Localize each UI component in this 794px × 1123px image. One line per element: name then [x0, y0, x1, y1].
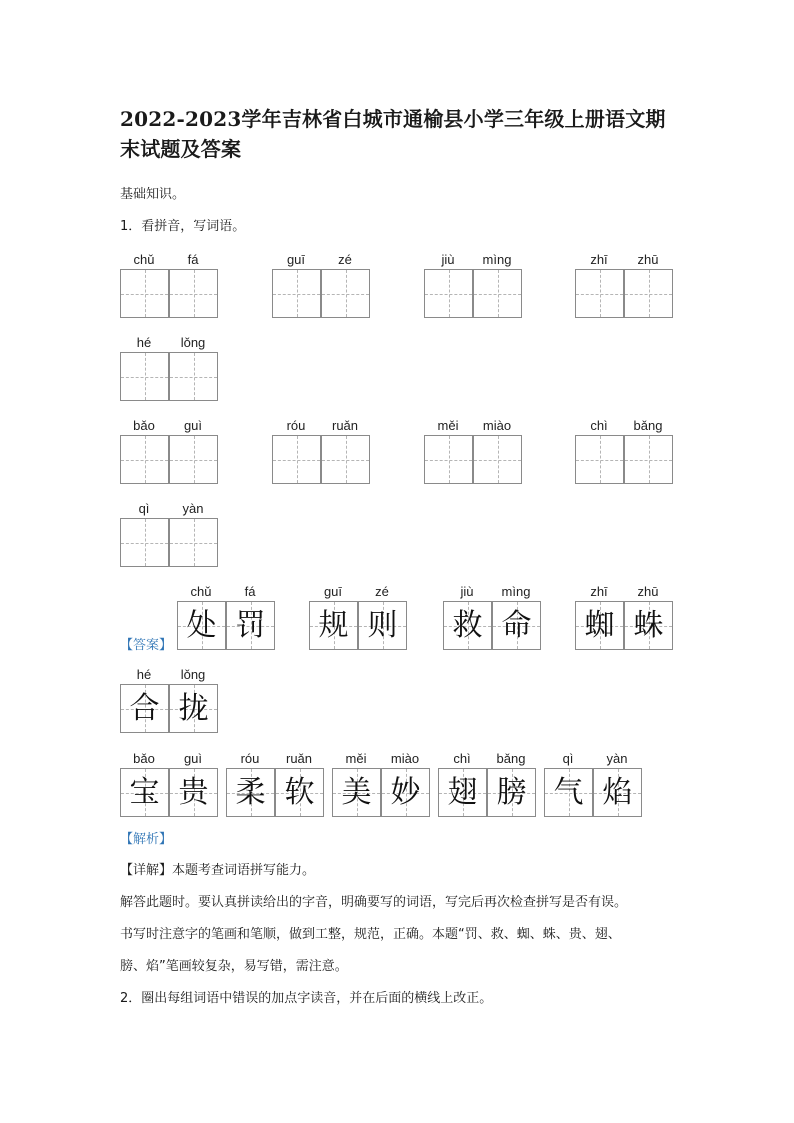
pinyin-label: ruǎn: [331, 418, 359, 433]
answer-character: 救: [452, 608, 483, 643]
answer-character: 膀: [496, 775, 527, 810]
document-title: 2022-2023学年吉林省白城市通榆县小学三年级上册语文期末试题及答案: [120, 107, 666, 161]
analysis-line: 膀、焰”笔画较复杂，易写错，需注意。: [120, 959, 348, 974]
answer-character: 气: [553, 775, 584, 810]
pinyin-label: guī: [323, 584, 343, 599]
analysis-detail: [120, 862, 315, 880]
tianzige-box: [443, 601, 492, 650]
answer-character: 规: [318, 608, 349, 643]
pinyin-label: guì: [183, 418, 203, 433]
answer-character: 拢: [178, 691, 209, 726]
tianzige-box[interactable]: [424, 435, 473, 484]
pinyin-label: yàn: [606, 751, 628, 766]
answer-character: 焰: [602, 775, 633, 810]
word-grid: [120, 335, 218, 401]
answer-character: 柔: [235, 775, 266, 810]
pinyin-label: qì: [562, 751, 574, 766]
question-2-prompt: 2．圈出每组词语中错误的加点字读音，并在后面的横线上改正。: [120, 991, 493, 1006]
pinyin-label: jiù: [460, 584, 474, 599]
detail-text: 本题考查词语拼写能力。: [172, 863, 316, 878]
section-heading: 基础知识。: [120, 187, 186, 202]
tianzige-box[interactable]: [624, 435, 673, 484]
analysis-line: 解答此题时。要认真拼读给出的字音，明确要写的词语，写完后再次检查拼写是否有误。: [120, 895, 628, 910]
word-grid: [272, 252, 370, 318]
word-grid: [120, 751, 218, 817]
tianzige-box: [177, 601, 226, 650]
pinyin-label: qì: [138, 501, 150, 516]
tianzige-box: [169, 684, 218, 733]
tianzige-box: [358, 601, 407, 650]
answer-character: 处: [186, 608, 217, 643]
tianzige-box: [275, 768, 324, 817]
pinyin-label: yàn: [182, 501, 204, 516]
analysis-line: 书写时注意字的笔画和笔顺，做到工整，规范，正确。本题“罚、救、蜘、蛛、贵、翅、: [120, 927, 621, 942]
tianzige-box: [487, 768, 536, 817]
pinyin-label: guī: [286, 252, 306, 267]
tianzige-box[interactable]: [120, 269, 169, 318]
pinyin-label: hé: [136, 335, 152, 350]
word-grid: [544, 751, 642, 817]
tianzige-box: [226, 768, 275, 817]
tianzige-box[interactable]: [120, 435, 169, 484]
tianzige-box[interactable]: [473, 435, 522, 484]
answer-character: 命: [501, 608, 532, 643]
pinyin-label: róu: [286, 418, 306, 433]
word-grid: [575, 584, 673, 650]
answer-character: 蜘: [584, 608, 615, 643]
pinyin-label: zé: [375, 584, 389, 599]
pinyin-label: měi: [437, 418, 459, 433]
word-grid: [438, 751, 536, 817]
pinyin-label: lǒng: [180, 667, 206, 682]
word-grid: [120, 501, 218, 567]
tianzige-box[interactable]: [624, 269, 673, 318]
answer-character: 妙: [390, 775, 421, 810]
pinyin-label: ruǎn: [285, 751, 313, 766]
tianzige-box: [332, 768, 381, 817]
pinyin-label: miào: [390, 751, 420, 766]
tianzige-box: [309, 601, 358, 650]
pinyin-label: zhū: [637, 584, 659, 599]
word-grid: [424, 252, 522, 318]
pinyin-label: bǎo: [133, 751, 155, 766]
tianzige-box: [544, 768, 593, 817]
tianzige-box[interactable]: [575, 435, 624, 484]
pinyin-label: róu: [240, 751, 260, 766]
answer-character: 罚: [235, 608, 266, 643]
pinyin-label: bǎng: [496, 751, 526, 766]
answer-character: 宝: [129, 775, 160, 810]
pinyin-label: zé: [338, 252, 352, 267]
word-grid: [309, 584, 407, 650]
tianzige-box[interactable]: [120, 352, 169, 401]
tianzige-box[interactable]: [169, 352, 218, 401]
pinyin-label: zhū: [637, 252, 659, 267]
pinyin-label: zhī: [590, 252, 608, 267]
tianzige-box[interactable]: [169, 518, 218, 567]
pinyin-label: hé: [136, 667, 152, 682]
word-grid: [272, 418, 370, 484]
pinyin-label: guì: [183, 751, 203, 766]
word-grid: [575, 252, 673, 318]
answer-character: 则: [367, 608, 398, 643]
word-grid: [177, 584, 275, 650]
pinyin-label: bǎng: [633, 418, 663, 433]
word-grid: [424, 418, 522, 484]
pinyin-label: lǒng: [180, 335, 206, 350]
tianzige-box[interactable]: [575, 269, 624, 318]
tianzige-box: [593, 768, 642, 817]
answer-character: 贵: [178, 775, 209, 810]
word-grid: [575, 418, 673, 484]
pinyin-label: zhī: [590, 584, 608, 599]
analysis-label: 【解析】: [120, 832, 173, 847]
pinyin-label: fá: [244, 584, 256, 599]
pinyin-label: mìng: [501, 584, 531, 599]
tianzige-box[interactable]: [473, 269, 522, 318]
tianzige-box: [575, 601, 624, 650]
tianzige-box[interactable]: [321, 435, 370, 484]
tianzige-box[interactable]: [272, 435, 321, 484]
tianzige-box: [120, 768, 169, 817]
word-grid: [120, 418, 218, 484]
detail-label: 【详解】: [120, 863, 173, 878]
pinyin-label: bǎo: [133, 418, 155, 433]
question-1-prompt: 1．看拼音，写词语。: [120, 219, 246, 234]
tianzige-box: [438, 768, 487, 817]
tianzige-box[interactable]: [424, 269, 473, 318]
word-grid: [120, 252, 218, 318]
word-grid: [226, 751, 324, 817]
tianzige-box: [492, 601, 541, 650]
tianzige-box[interactable]: [272, 269, 321, 318]
pinyin-label: chì: [453, 751, 471, 766]
tianzige-box[interactable]: [169, 269, 218, 318]
word-grid: [120, 667, 218, 733]
tianzige-box: [226, 601, 275, 650]
answer-character: 软: [284, 775, 315, 810]
tianzige-box: [381, 768, 430, 817]
word-grid: [332, 751, 430, 817]
pinyin-label: fá: [187, 252, 199, 267]
answer-character: 蛛: [633, 608, 664, 643]
tianzige-box: [169, 768, 218, 817]
pinyin-label: mìng: [482, 252, 512, 267]
answer-character: 合: [129, 691, 160, 726]
answer-character: 翅: [447, 775, 478, 810]
pinyin-label: chì: [590, 418, 608, 433]
answer-label: 【答案】: [120, 638, 173, 653]
tianzige-box: [624, 601, 673, 650]
tianzige-box: [120, 684, 169, 733]
tianzige-box[interactable]: [321, 269, 370, 318]
answer-character: 美: [341, 775, 372, 810]
pinyin-label: měi: [345, 751, 367, 766]
pinyin-label: chǔ: [190, 584, 212, 599]
tianzige-box[interactable]: [169, 435, 218, 484]
pinyin-label: chǔ: [133, 252, 155, 267]
pinyin-label: miào: [482, 418, 512, 433]
word-grid: [443, 584, 541, 650]
pinyin-label: jiù: [441, 252, 455, 267]
tianzige-box[interactable]: [120, 518, 169, 567]
